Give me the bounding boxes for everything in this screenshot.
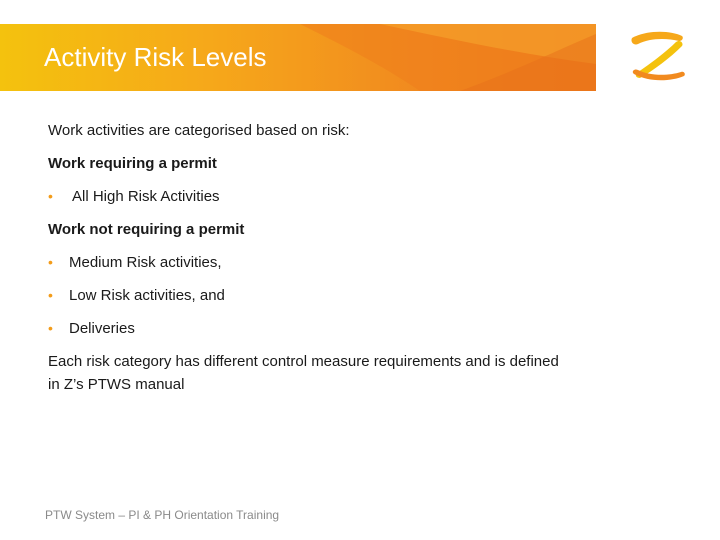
page-title: Activity Risk Levels [44, 42, 267, 72]
z-logo-icon [626, 28, 688, 86]
list-item-label: Medium Risk activities, [69, 254, 222, 271]
bullet-icon: • [48, 287, 53, 303]
bullet-icon: • [48, 254, 53, 270]
list-item-label: Deliveries [69, 320, 135, 337]
intro-text: Work activities are categorised based on risk: [48, 122, 350, 139]
footer-text: PTW System – PI & PH Orientation Training [45, 508, 280, 522]
section-heading-no-permit: Work not requiring a permit [48, 221, 245, 238]
bullet-icon: • [48, 188, 53, 204]
bullet-icon: • [48, 320, 53, 336]
list-item-label: Low Risk activities, and [69, 287, 225, 304]
closing-text-line-2: in Z’s PTWS manual [48, 376, 185, 393]
title-banner [0, 24, 596, 91]
list-item-label: All High Risk Activities [72, 188, 220, 205]
section-heading-permit: Work requiring a permit [48, 155, 217, 172]
closing-text-line-1: Each risk category has different control measure requirements and is defined [48, 353, 559, 370]
